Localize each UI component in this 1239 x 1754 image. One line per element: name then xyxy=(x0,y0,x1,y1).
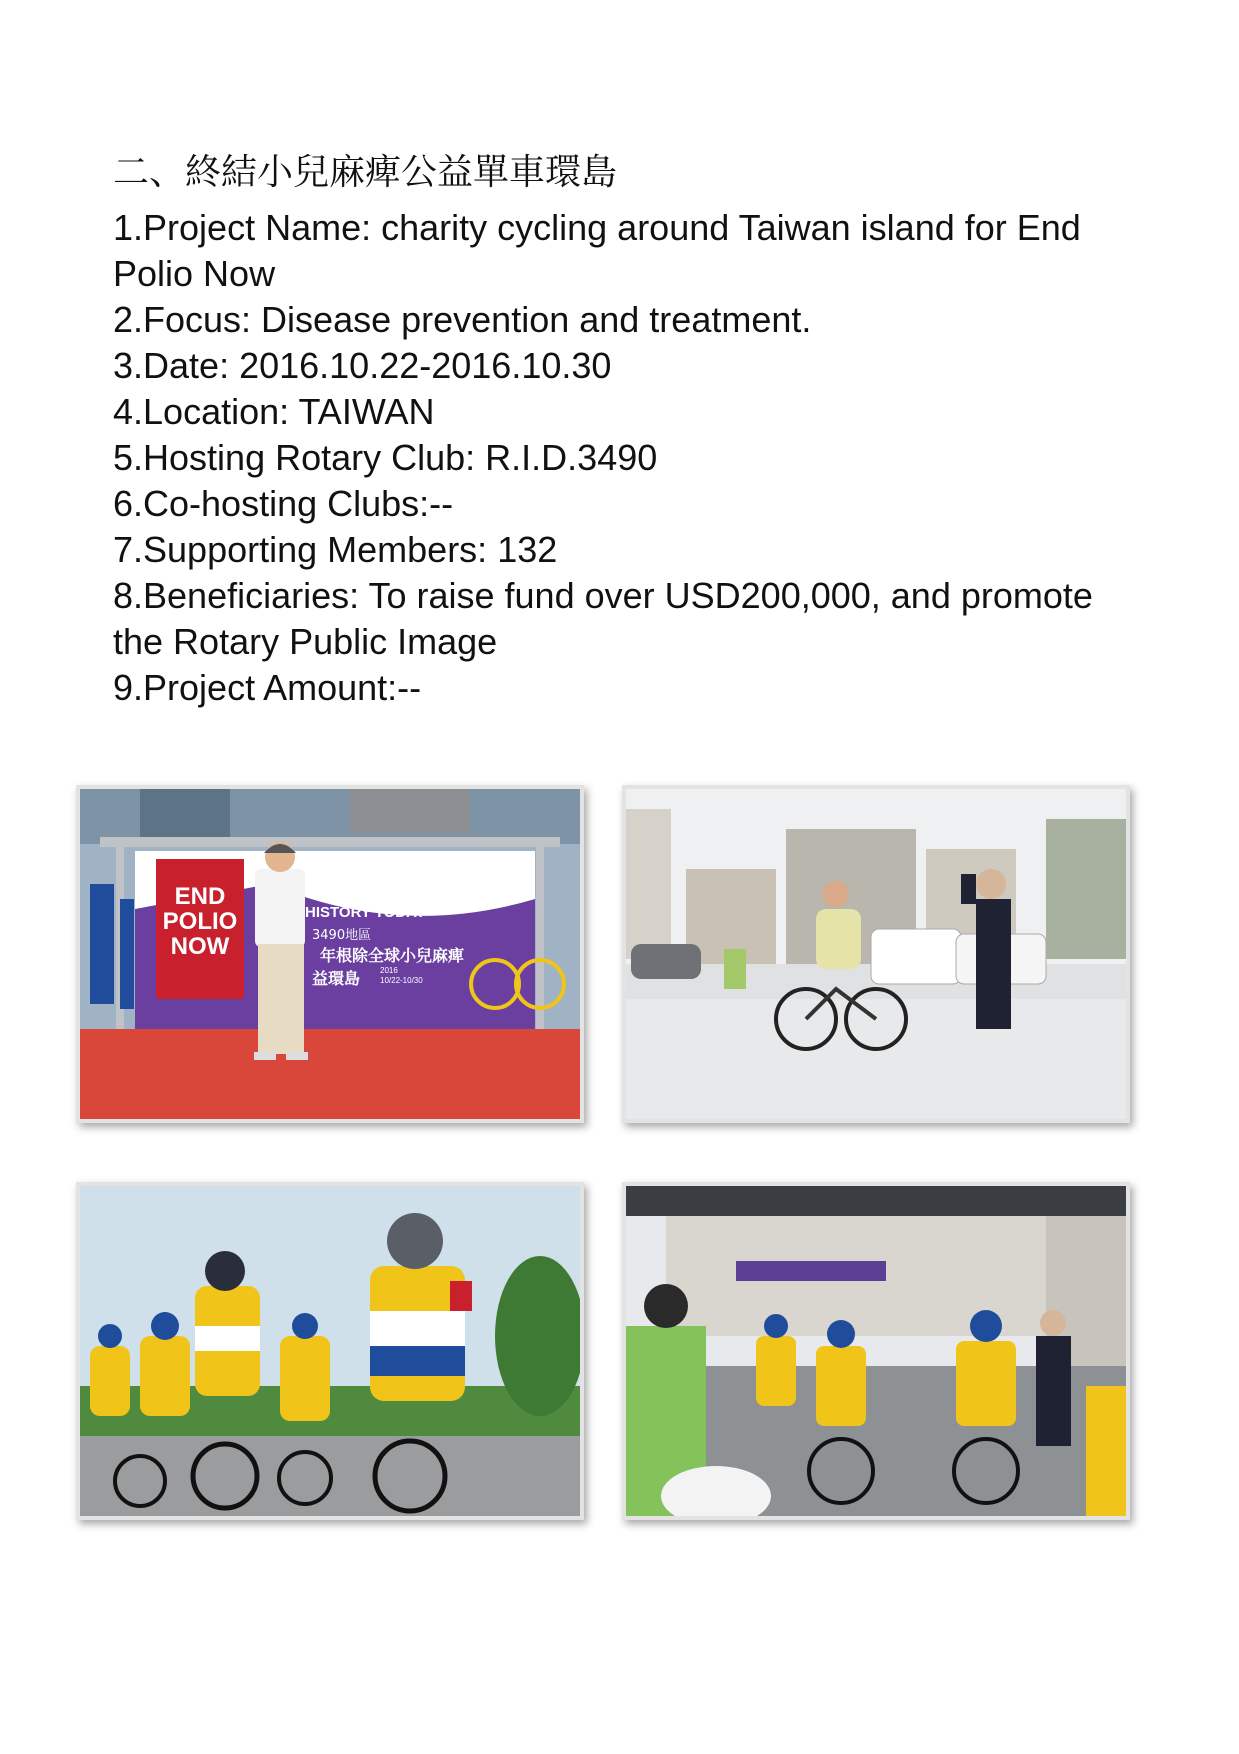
banner-year-text: 2016 xyxy=(380,966,398,975)
date-item: 3.Date: 2016.10.22-2016.10.30 xyxy=(113,345,612,386)
photo-street-cyclist xyxy=(622,785,1130,1123)
banner-end-text: END xyxy=(174,883,226,910)
beneficiaries-item: 8.Beneficiaries: To raise fund over USD200,000, and promote the Rotary Public Image xyxy=(113,575,1093,662)
focus-item: 2.Focus: Disease prevention and treatment. xyxy=(113,299,812,340)
photo-stage-speech xyxy=(76,785,584,1123)
banner-slogan-line1: 年根除全球小兒麻痺 xyxy=(320,946,465,965)
project-name-item: 1.Project Name: charity cycling around Taiwan island for End Polio Now xyxy=(113,207,1081,294)
street-cyclist-illustration xyxy=(626,789,1126,1119)
banner-now-text: NOW xyxy=(170,933,230,960)
stage-speech-illustration xyxy=(80,789,580,1119)
section-heading: 二、終結小兒麻痺公益單車環島 xyxy=(113,152,618,193)
co-hosting-clubs-item: 6.Co-hosting Clubs:-- xyxy=(113,483,454,524)
banner-district-text: 3490地區 xyxy=(312,928,372,943)
project-info-list xyxy=(113,205,1113,711)
photo-riders-group xyxy=(76,1182,584,1520)
send-off-crowd-illustration xyxy=(626,1186,1126,1516)
supporting-members-item: 7.Supporting Members: 132 xyxy=(113,529,558,570)
banner-dates-text: 10/22-10/30 xyxy=(380,976,423,985)
riders-group-illustration xyxy=(80,1186,580,1516)
banner-polio-text: POLIO xyxy=(162,908,238,935)
hosting-club-item: 5.Hosting Rotary Club: R.I.D.3490 xyxy=(113,437,658,478)
location-item: 4.Location: TAIWAN xyxy=(113,391,435,432)
photo-send-off-crowd xyxy=(622,1182,1130,1520)
banner-slogan-line2: 益環島 xyxy=(312,969,361,988)
project-amount-item: 9.Project Amount:-- xyxy=(113,667,422,708)
banner-history-title: HISTORY TODAY xyxy=(305,904,426,921)
